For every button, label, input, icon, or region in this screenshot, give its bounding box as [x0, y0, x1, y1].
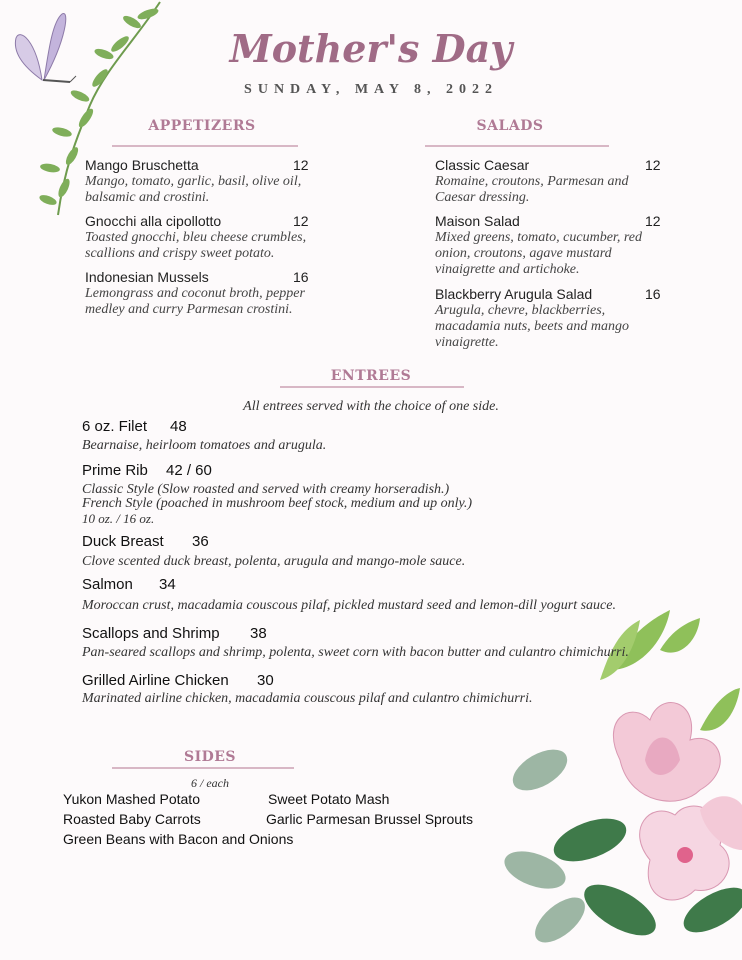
menu-item-description: Lemongrass and coconut broth, pepper medley and curry Parmesan crostini. — [85, 286, 305, 317]
menu-item-price: 16 — [645, 286, 661, 302]
side-item: Roasted Baby Carrots — [63, 811, 201, 827]
entrees-heading: ENTREES — [330, 368, 412, 384]
entree-name: Grilled Airline Chicken — [82, 672, 229, 689]
salads-divider — [425, 145, 609, 147]
sides-price-note: 6 / each — [191, 776, 229, 790]
entree-name: Salmon — [82, 576, 133, 593]
menu-item-price: 16 — [293, 269, 309, 285]
sides-divider — [112, 767, 294, 769]
event-date: SUNDAY, MAY 8, 2022 — [244, 82, 498, 97]
entree-description: Pan-seared scallops and shrimp, polenta, sweet corn with bacon butter and culantro chimichurri. — [82, 645, 629, 660]
menu-item-price: 12 — [645, 213, 661, 229]
side-item: Yukon Mashed Potato — [63, 791, 200, 807]
entrees-divider — [280, 386, 464, 388]
menu-item-price: 12 — [645, 157, 661, 173]
menu-item-name: Blackberry Arugula Salad — [435, 286, 593, 302]
entree-price: 34 — [159, 576, 176, 593]
menu-item-name: Gnocchi alla cipollotto — [85, 213, 222, 229]
menu-item-description: Romaine, croutons, Parmesan and Caesar dressing. — [435, 174, 629, 205]
entree-name: Scallops and Shrimp — [82, 625, 220, 642]
entree-description: Marinated airline chicken, macadamia couscous pilaf and culantro chimichurri. — [82, 691, 533, 706]
side-item: Garlic Parmesan Brussel Sprouts — [266, 811, 473, 827]
menu-item-description: Toasted gnocchi, bleu cheese crumbles, scallions and crispy sweet potato. — [85, 230, 307, 261]
menu-item-name: Mango Bruschetta — [85, 157, 199, 173]
entree-name: Duck Breast — [82, 533, 164, 550]
entree-description: Clove scented duck breast, polenta, arugula and mango-mole sauce. — [82, 554, 466, 569]
entree-price: 38 — [250, 625, 267, 642]
entrees-note: All entrees served with the choice of one side. — [243, 399, 499, 414]
menu-item-name: Indonesian Mussels — [85, 269, 209, 285]
page-title: Mother's Day — [229, 26, 513, 71]
menu-item-price: 12 — [293, 157, 309, 173]
entree-price: 48 — [170, 418, 187, 435]
entree-price: 36 — [192, 533, 209, 550]
menu-item-price: 12 — [293, 213, 309, 229]
entree-description: 10 oz. / 16 oz. — [82, 511, 155, 526]
menu-item-description: Arugula, chevre, blackberries, macadamia nuts, beets and mango vinaigrette. — [435, 303, 630, 350]
entree-description: Bearnaise, heirloom tomatoes and arugula. — [82, 438, 327, 453]
menu-item-description: Mango, tomato, garlic, basil, olive oil, balsamic and crostini. — [85, 174, 302, 205]
appetizers-divider — [112, 145, 298, 147]
menu-item-description: Mixed greens, tomato, cucumber, red onion, croutons, agave mustard vinaigrette and artichoke. — [435, 230, 642, 277]
entree-price: 30 — [257, 672, 274, 689]
entree-name: 6 oz. Filet — [82, 418, 148, 435]
menu-item-name: Classic Caesar — [435, 157, 530, 173]
salads-heading: SALADS — [476, 118, 544, 134]
entree-description: Classic Style (Slow roasted and served with creamy horseradish.) — [82, 482, 450, 497]
magnolia-floral-illustration — [500, 610, 742, 960]
sides-heading: SIDES — [183, 749, 237, 765]
appetizers-heading: APPETIZERS — [148, 118, 256, 134]
side-item: Sweet Potato Mash — [268, 791, 390, 807]
entree-price: 42 / 60 — [166, 462, 212, 479]
entree-name: Prime Rib — [82, 462, 148, 479]
entree-description: French Style (poached in mushroom beef stock, medium and up only.) — [82, 496, 473, 511]
side-item: Green Beans with Bacon and Onions — [63, 831, 294, 847]
menu-item-name: Maison Salad — [435, 213, 520, 229]
entree-description: Moroccan crust, macadamia couscous pilaf, pickled mustard seed and lemon-dill yogurt sauce. — [82, 598, 616, 613]
